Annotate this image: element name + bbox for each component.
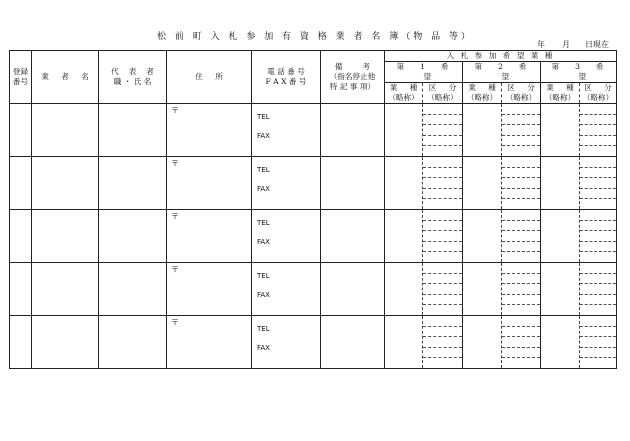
date-as-of-label: 日現在	[585, 40, 609, 49]
date-year-label: 年	[537, 40, 545, 49]
address-cell[interactable]	[167, 157, 252, 210]
classification-cell-2[interactable]	[502, 316, 541, 369]
header-preference-1: 第 1 希 望	[385, 62, 463, 83]
classification-cell-3[interactable]	[580, 157, 617, 210]
header-preference-group: 入 札 参 加 希 望 業 種	[385, 51, 617, 62]
classification-cell-2[interactable]	[502, 104, 541, 157]
phone-fax-cell[interactable]	[252, 263, 321, 316]
remarks-cell[interactable]	[321, 104, 385, 157]
tel-label: TEL	[257, 219, 270, 227]
tel-label: TEL	[257, 272, 270, 280]
postal-mark: 〒	[171, 106, 179, 115]
phone-fax-cell[interactable]	[252, 157, 321, 210]
header-address: 住 所	[167, 51, 252, 104]
category-cell-1[interactable]	[385, 157, 423, 210]
header-classification-3: 区 分 （略称）	[580, 83, 617, 104]
tel-label: TEL	[257, 166, 270, 174]
category-cell-2[interactable]	[463, 104, 502, 157]
table-row	[10, 157, 617, 210]
address-cell[interactable]	[167, 210, 252, 263]
address-cell[interactable]	[167, 104, 252, 157]
postal-mark: 〒	[171, 265, 179, 274]
category-cell-2[interactable]	[463, 263, 502, 316]
category-cell-1[interactable]	[385, 263, 423, 316]
table-row	[10, 210, 617, 263]
fax-label: FAX	[257, 185, 270, 193]
phone-fax-cell[interactable]	[252, 316, 321, 369]
classification-cell-2[interactable]	[502, 263, 541, 316]
classification-cell-2[interactable]	[502, 210, 541, 263]
reg-no-cell[interactable]	[10, 263, 32, 316]
header-remarks: 備 考 （指名停止他 特 記 事 項）	[321, 51, 385, 104]
classification-cell-3[interactable]	[580, 316, 617, 369]
category-cell-3[interactable]	[541, 316, 580, 369]
reg-no-cell[interactable]	[10, 210, 32, 263]
classification-cell-1[interactable]	[423, 157, 463, 210]
reg-no-cell[interactable]	[10, 316, 32, 369]
header-category-2: 業 種 （略称）	[463, 83, 502, 104]
representative-cell[interactable]	[99, 316, 167, 369]
fax-label: FAX	[257, 344, 270, 352]
company-name-cell[interactable]	[32, 157, 99, 210]
address-cell[interactable]	[167, 316, 252, 369]
classification-cell-2[interactable]	[502, 157, 541, 210]
header-representative: 代 表 者 職 ・ 氏 名	[99, 51, 167, 104]
remarks-cell[interactable]	[321, 210, 385, 263]
header-category-3: 業 種 （略称）	[541, 83, 580, 104]
reg-no-cell[interactable]	[10, 104, 32, 157]
address-cell[interactable]	[167, 263, 252, 316]
table-row	[10, 263, 617, 316]
representative-cell[interactable]	[99, 157, 167, 210]
classification-cell-1[interactable]	[423, 210, 463, 263]
header-reg-no: 登録 番号	[10, 51, 32, 104]
fax-label: FAX	[257, 291, 270, 299]
classification-cell-1[interactable]	[423, 104, 463, 157]
fax-label: FAX	[257, 238, 270, 246]
table-row	[10, 104, 617, 157]
company-name-cell[interactable]	[32, 210, 99, 263]
classification-cell-3[interactable]	[580, 104, 617, 157]
reg-no-cell[interactable]	[10, 157, 32, 210]
classification-cell-3[interactable]	[580, 263, 617, 316]
category-cell-3[interactable]	[541, 157, 580, 210]
phone-fax-cell[interactable]	[252, 104, 321, 157]
header-preference-3: 第 3 希 望	[541, 62, 617, 83]
representative-cell[interactable]	[99, 210, 167, 263]
category-cell-1[interactable]	[385, 104, 423, 157]
category-cell-1[interactable]	[385, 316, 423, 369]
header-company-name: 業 者 名	[32, 51, 99, 104]
header-preference-2: 第 2 希 望	[463, 62, 541, 83]
postal-mark: 〒	[171, 212, 179, 221]
table-row	[10, 316, 617, 369]
header-phone-fax: 電 話 番 号 F A X 番 号	[252, 51, 321, 104]
category-cell-3[interactable]	[541, 263, 580, 316]
category-cell-2[interactable]	[463, 316, 502, 369]
remarks-cell[interactable]	[321, 157, 385, 210]
tel-label: TEL	[257, 325, 270, 333]
representative-cell[interactable]	[99, 263, 167, 316]
header-category-1: 業 種 （略称）	[385, 83, 423, 104]
phone-fax-cell[interactable]	[252, 210, 321, 263]
classification-cell-3[interactable]	[580, 210, 617, 263]
category-cell-2[interactable]	[463, 157, 502, 210]
company-name-cell[interactable]	[32, 104, 99, 157]
category-cell-2[interactable]	[463, 210, 502, 263]
category-cell-3[interactable]	[541, 210, 580, 263]
date-month-label: 月	[562, 40, 570, 49]
page-title: 松 前 町 入 札 参 加 有 資 格 業 者 名 簿（物 品 等）	[157, 32, 473, 42]
remarks-cell[interactable]	[321, 263, 385, 316]
header-classification-1: 区 分 （略称）	[423, 83, 463, 104]
registry-table	[9, 50, 617, 369]
tel-label: TEL	[257, 113, 270, 121]
representative-cell[interactable]	[99, 104, 167, 157]
fax-label: FAX	[257, 132, 270, 140]
company-name-cell[interactable]	[32, 316, 99, 369]
category-cell-1[interactable]	[385, 210, 423, 263]
company-name-cell[interactable]	[32, 263, 99, 316]
postal-mark: 〒	[171, 318, 179, 327]
header-classification-2: 区 分 （略称）	[502, 83, 541, 104]
category-cell-3[interactable]	[541, 104, 580, 157]
classification-cell-1[interactable]	[423, 263, 463, 316]
remarks-cell[interactable]	[321, 316, 385, 369]
classification-cell-1[interactable]	[423, 316, 463, 369]
postal-mark: 〒	[171, 159, 179, 168]
